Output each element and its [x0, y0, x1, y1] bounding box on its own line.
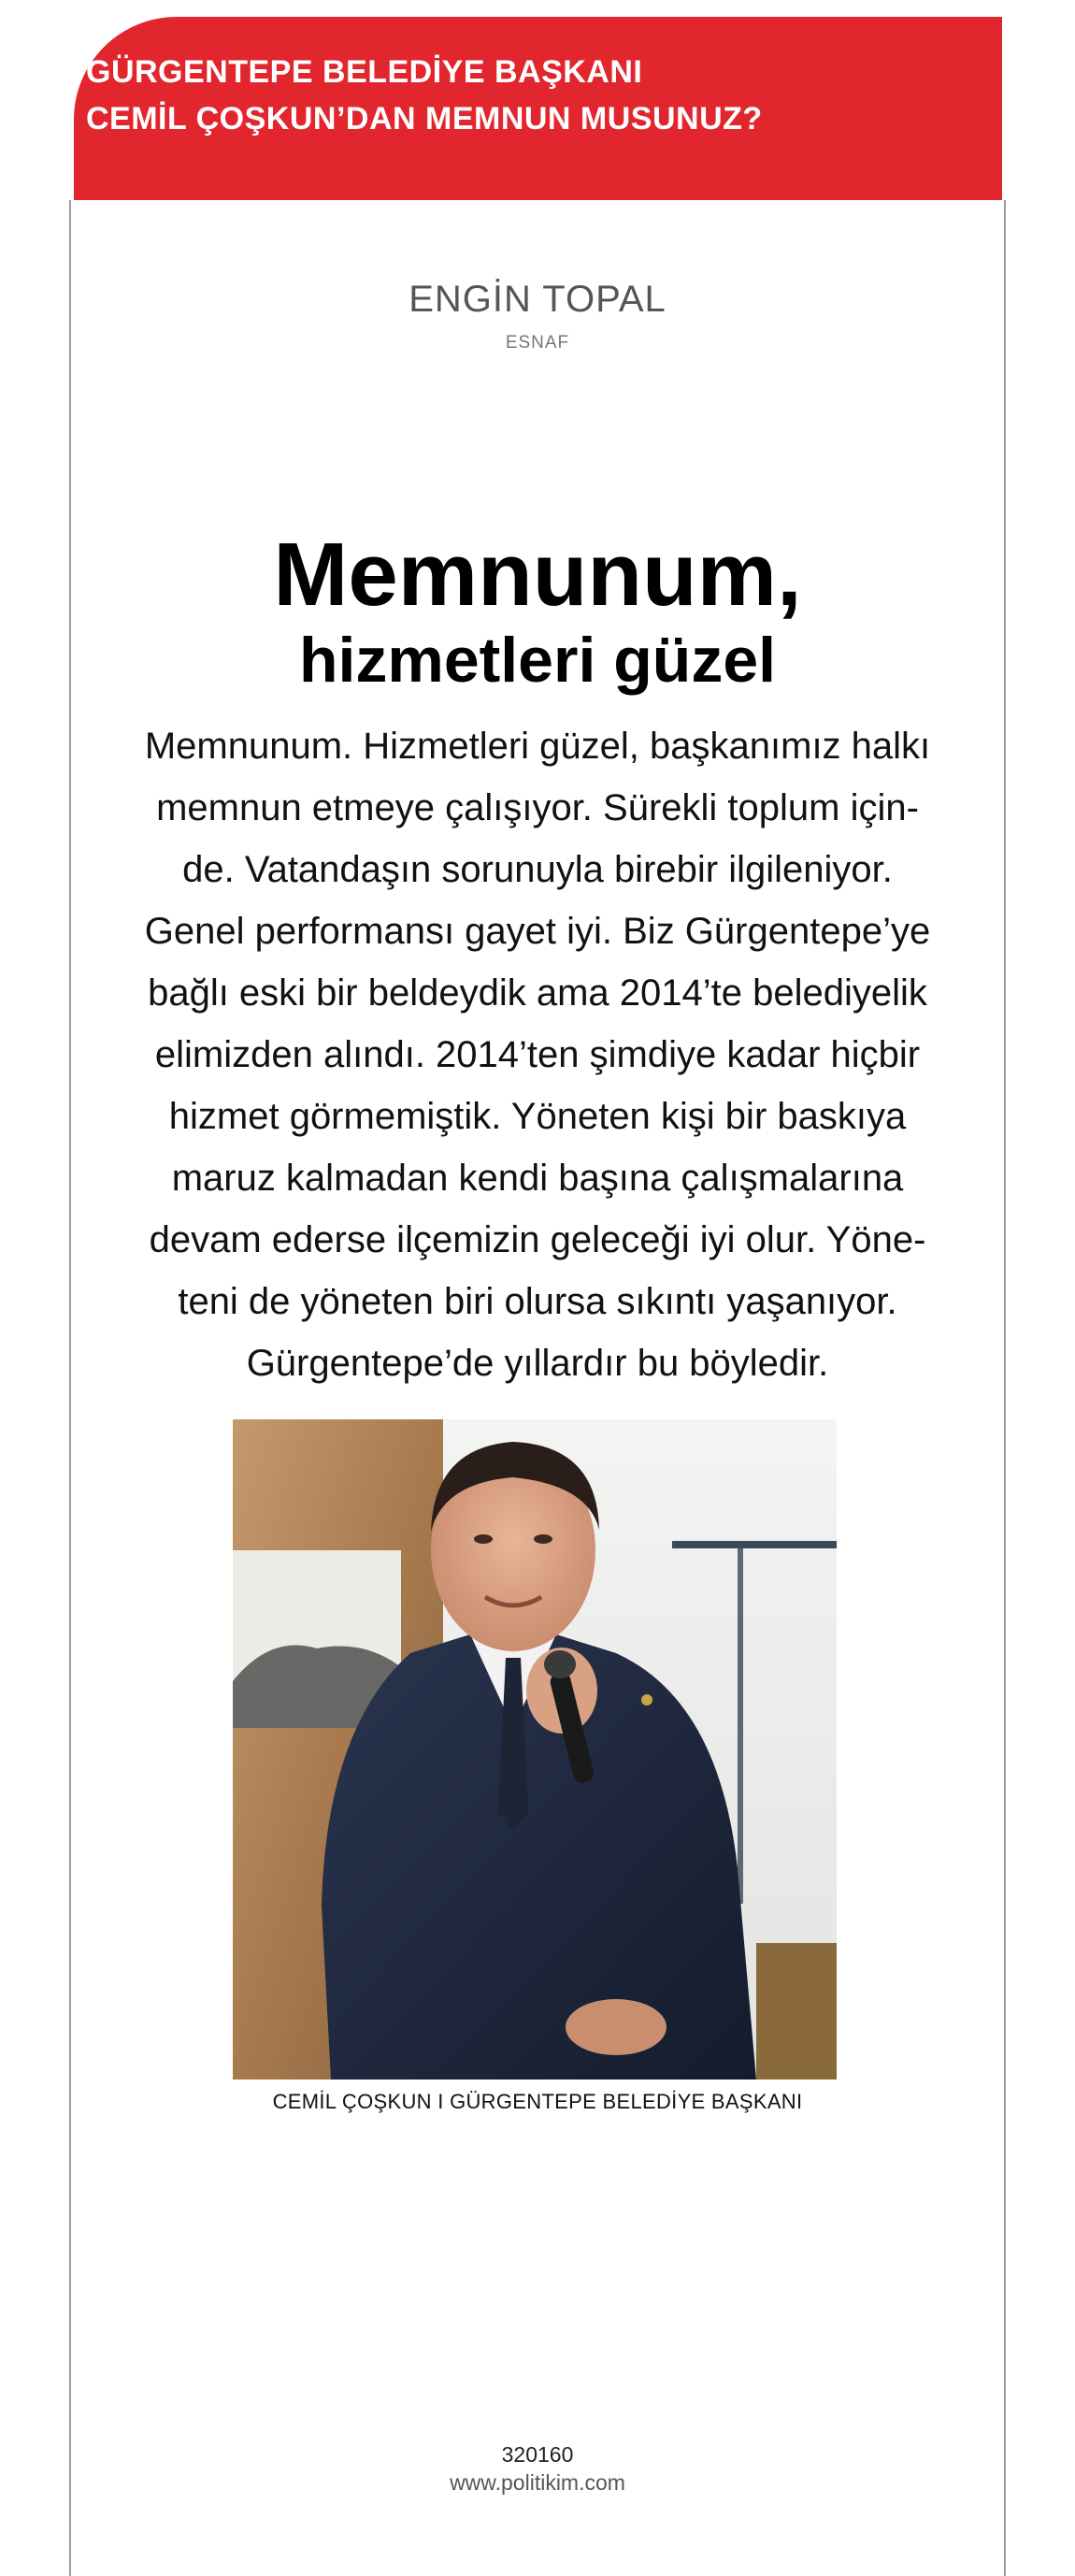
body-line: devam ederse ilçemizin geleceği iyi olur. Yöne-	[149, 1219, 926, 1260]
body-line: Genel performansı gayet iyi. Biz Gürgentepe’ye	[144, 911, 931, 952]
byline-role: ESNAF	[505, 333, 570, 353]
footer-url[interactable]: www.politikim.com	[450, 2470, 625, 2495]
body-line: Gürgentepe’de yıllardır bu böyledir.	[246, 1343, 829, 1384]
photo-caption: CEMİL ÇOŞKUN I GÜRGENTEPE BELEDİYE BAŞKANI	[272, 2090, 803, 2113]
header-title	[86, 49, 763, 142]
body-line: teni de yöneten biri olursa sıkıntı yaşanıyor.	[178, 1281, 897, 1322]
footer-code: 320160	[501, 2442, 574, 2467]
header-title-line-1: GÜRGENTEPE BELEDİYE BAŞKANI	[86, 54, 643, 90]
body-line: bağlı eski bir beldeydik ama 2014’te belediyelik	[148, 972, 927, 1014]
headline-line-2: hizmetleri güzel	[298, 625, 777, 696]
article-body	[140, 715, 935, 1394]
body-line: maruz kalmadan kendi başına çalışmalarına	[171, 1158, 904, 1199]
header-title-line-2: CEMİL ÇOŞKUN’DAN MEMNUN MUSUNUZ?	[86, 101, 763, 137]
body-line: elimizden alındı. 2014’ten şimdiye kadar hiçbir	[154, 1034, 921, 1075]
body-line: memnun etmeye çalışıyor. Sürekli toplum için-	[156, 787, 919, 828]
headline-line-1: Memnunum,	[273, 525, 802, 625]
byline-name: ENGİN TOPAL	[408, 279, 666, 320]
mayor-photo-illustration	[233, 1419, 837, 2080]
body-line: Memnunum. Hizmetleri güzel, başkanımız halkı	[144, 726, 931, 767]
body-line: hizmet görmemiştik. Yöneten kişi bir baskıya	[168, 1096, 907, 1137]
body-line: de. Vatandaşın sorunuyla birebir ilgileniyor.	[182, 849, 893, 890]
mayor-photo	[233, 1419, 837, 2080]
